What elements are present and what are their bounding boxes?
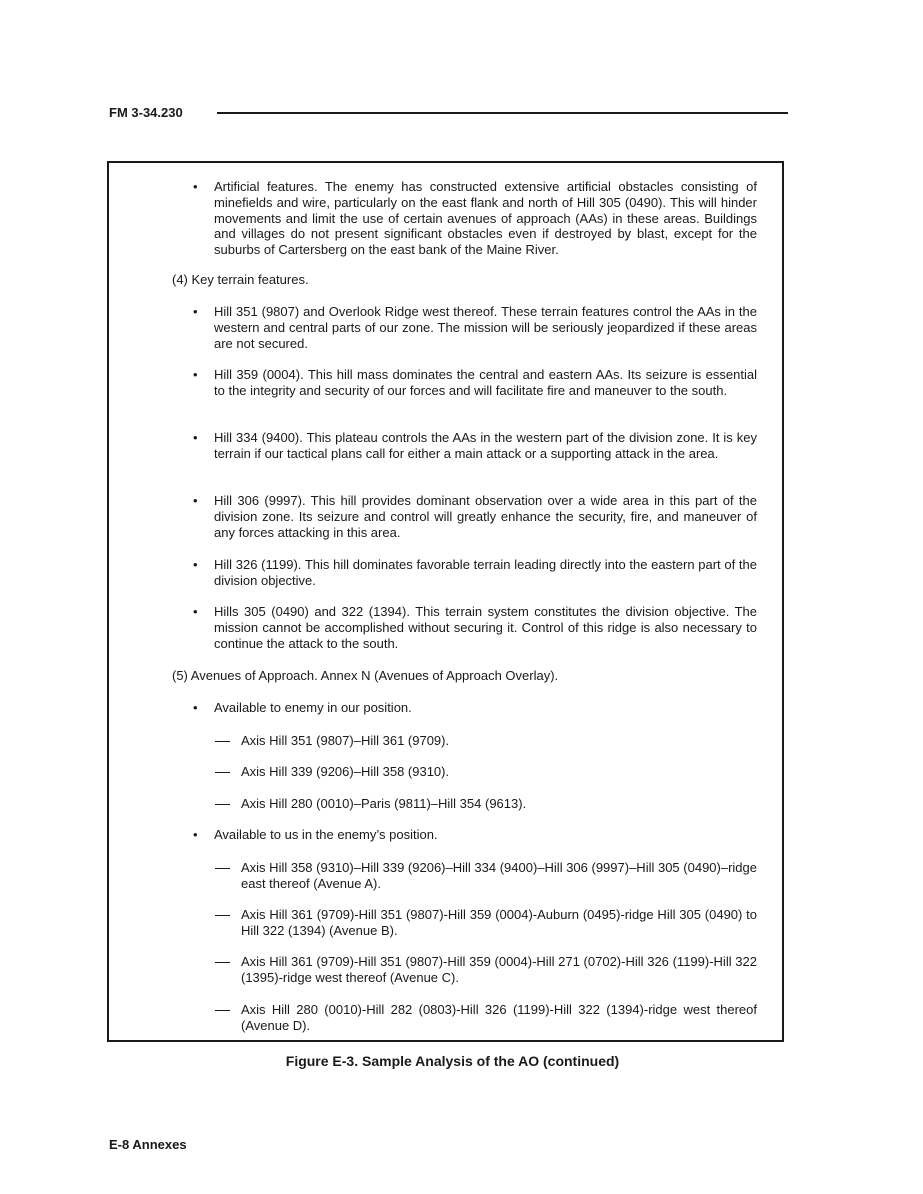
our-axis-item: Axis Hill 358 (9310)–Hill 339 (9206)–Hill 334 (9400)–Hill 306 (9997)–Hill 305 (0490)–ridge east thereof (Avenue A). xyxy=(241,860,757,891)
enemy-avenues-heading: Available to enemy in our position. xyxy=(214,700,412,715)
section-5-heading: (5) Avenues of Approach. Annex N (Avenues of Approach Overlay). xyxy=(172,668,559,683)
enemy-axis-item: Axis Hill 339 (9206)–Hill 358 (9310). xyxy=(241,764,450,779)
dash-marker xyxy=(215,868,230,869)
our-axis-item: Axis Hill 361 (9709)-Hill 351 (9807)-Hill 359 (0004)-Auburn (0495)-ridge Hill 305 (0490) to Hill 322 (1394) (Avenue B). xyxy=(241,907,757,938)
bullet-artificial-features: Artificial features. The enemy has constructed extensive artificial obstacles consisting of minefields and wire, particularly on the east flank and north of Hill 305 (0490). This will hinder movements and limit the use of certain avenues of approach (AAs) in these areas. Buildings and villages do not present significant obstacles even if destroyed by blast, except for the suburbs of Cartersberg on the east bank of the Maine River. xyxy=(214,179,757,258)
bullet-marker: • xyxy=(193,493,198,508)
our-avenues-heading: Available to us in the enemy’s position. xyxy=(214,827,438,842)
dash-marker xyxy=(215,915,230,916)
dash-marker xyxy=(215,741,230,742)
key-terrain-item: Hill 359 (0004). This hill mass dominates the central and eastern AAs. Its seizure is essential to the integrity and security of our forces and will facilitate fire and maneuver to the south. xyxy=(214,367,757,398)
our-axis-item: Axis Hill 280 (0010)-Hill 282 (0803)-Hill 326 (1199)-Hill 322 (1394)-ridge west thereof (Avenue D). xyxy=(241,1002,757,1033)
dash-marker xyxy=(215,962,230,963)
key-terrain-item: Hill 326 (1199). This hill dominates favorable terrain leading directly into the eastern part of the division objective. xyxy=(214,557,757,588)
page-footer: E-8 Annexes xyxy=(109,1137,187,1152)
bullet-marker: • xyxy=(193,557,198,572)
document-code: FM 3-34.230 xyxy=(109,105,183,120)
bullet-marker: • xyxy=(193,604,198,619)
bullet-marker: • xyxy=(193,700,198,715)
enemy-axis-item: Axis Hill 351 (9807)–Hill 361 (9709). xyxy=(241,733,450,748)
key-terrain-item: Hill 306 (9997). This hill provides dominant observation over a wide area in this part of the division zone. Its seizure and control will greatly enhance the security, fire, and maneuver of any forces attacking in this area. xyxy=(214,493,757,540)
header-rule xyxy=(217,112,788,114)
section-4-heading: (4) Key terrain features. xyxy=(172,272,309,287)
our-axis-item: Axis Hill 361 (9709)-Hill 351 (9807)-Hill 359 (0004)-Hill 271 (0702)-Hill 326 (1199)-Hill 322 (1395)-ridge west thereof (Avenue C). xyxy=(241,954,757,985)
bullet-marker: • xyxy=(193,179,198,194)
figure-caption: Figure E-3. Sample Analysis of the AO (continued) xyxy=(285,1053,620,1069)
key-terrain-item: Hill 351 (9807) and Overlook Ridge west thereof. These terrain features control the AAs in the western and central parts of our zone. The mission will be seriously jeopardized if these areas are not secured. xyxy=(214,304,757,351)
key-terrain-item: Hills 305 (0490) and 322 (1394). This terrain system constitutes the division objective. The mission cannot be accomplished without securing it. Control of this ridge is also necessary to continue the attack to the south. xyxy=(214,604,757,651)
enemy-axis-item: Axis Hill 280 (0010)–Paris (9811)–Hill 354 (9613). xyxy=(241,796,527,811)
bullet-marker: • xyxy=(193,827,198,842)
dash-marker xyxy=(215,772,230,773)
dash-marker xyxy=(215,804,230,805)
bullet-marker: • xyxy=(193,430,198,445)
bullet-marker: • xyxy=(193,304,198,319)
key-terrain-item: Hill 334 (9400). This plateau controls the AAs in the western part of the division zone. It is key terrain if our tactical plans call for either a main attack or a supporting attack in the area. xyxy=(214,430,757,461)
dash-marker xyxy=(215,1010,230,1011)
bullet-marker: • xyxy=(193,367,198,382)
